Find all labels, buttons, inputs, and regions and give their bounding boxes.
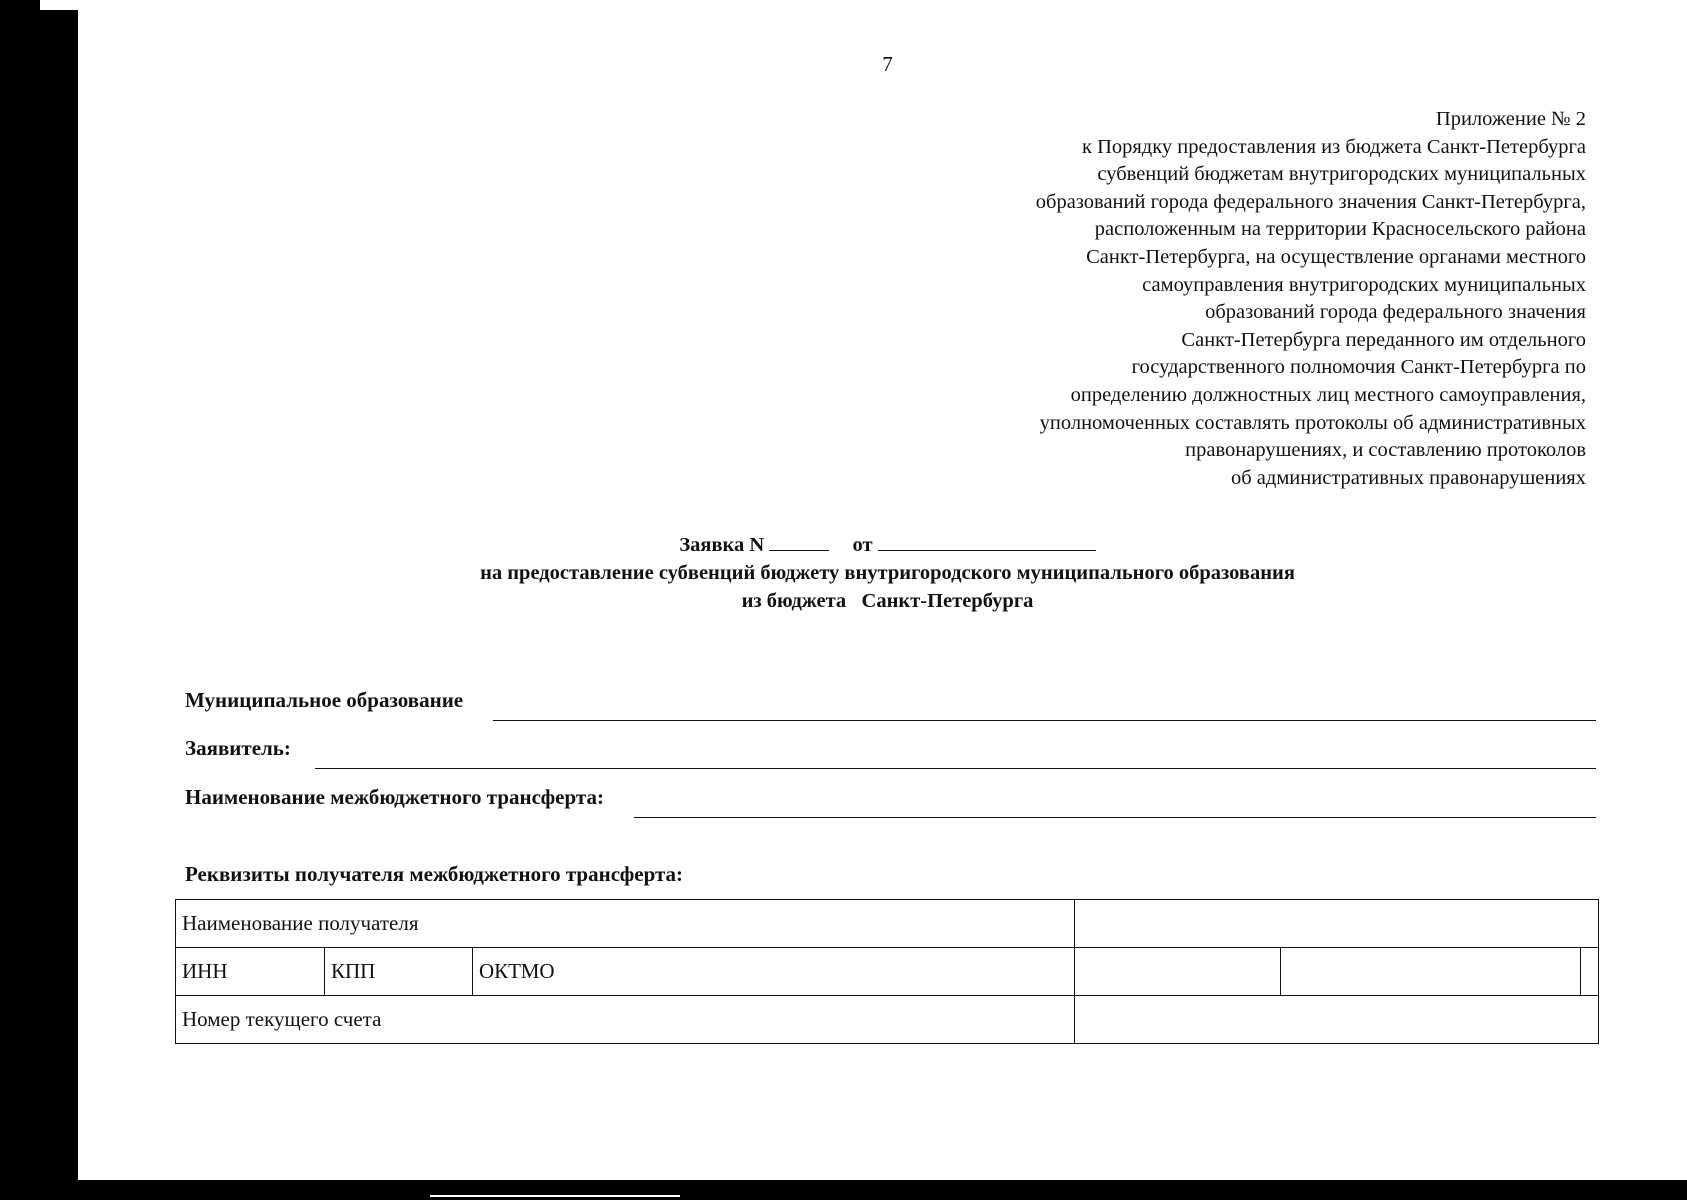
scan-artifact-line bbox=[430, 1195, 680, 1197]
appendix-line: государственного полномочия Санкт-Петербурга по bbox=[1131, 356, 1586, 379]
table-row bbox=[176, 900, 1599, 948]
title-line-2: на предоставление субвенций бюджету внутригородского муниципального образования bbox=[480, 562, 1295, 584]
appendix-line: Приложение № 2 bbox=[1435, 108, 1586, 130]
title-line-3: из бюджета Санкт-Петербурга bbox=[741, 590, 1034, 612]
kpp-value-cell[interactable] bbox=[1281, 948, 1581, 996]
oktmo-label-cell: ОКТМО bbox=[473, 948, 1075, 996]
inn-value-cell[interactable] bbox=[1075, 948, 1281, 996]
inn-label-cell: ИНН bbox=[176, 948, 325, 996]
transfer-name-blank-line[interactable] bbox=[634, 817, 1596, 818]
municipality-label: Муниципальное образование bbox=[185, 688, 464, 712]
recipient-name-label-cell: Наименование получателя bbox=[176, 900, 1075, 948]
application-number-blank[interactable] bbox=[769, 530, 829, 551]
requisites-table bbox=[175, 899, 1599, 1044]
account-label-cell: Номер текущего счета bbox=[176, 996, 1075, 1044]
appendix-line: образований города федерального значения Санкт-Петербурга, bbox=[1035, 190, 1586, 213]
kpp-label-cell: КПП bbox=[325, 948, 473, 996]
appendix-line: Санкт-Петербурга переданного им отдельного bbox=[1181, 328, 1586, 351]
appendix-line: к Порядку предоставления из бюджета Санкт-Петербурга bbox=[1081, 135, 1586, 158]
appendix-line: уполномоченных составлять протоколы об административных bbox=[1039, 411, 1586, 434]
application-date-blank[interactable] bbox=[878, 530, 1096, 551]
municipality-field bbox=[185, 688, 1596, 713]
applicant-blank-line[interactable] bbox=[315, 768, 1596, 769]
appendix-line: Санкт-Петербурга, на осуществление органами местного bbox=[1086, 245, 1586, 268]
appendix-line: расположенным на территории Красносельского района bbox=[1094, 218, 1586, 241]
appendix-line: образований города федерального значения bbox=[1205, 301, 1586, 324]
title-from: от bbox=[852, 534, 873, 556]
requisites-heading: Реквизиты получателя межбюджетного трансферта: bbox=[185, 862, 684, 886]
title-prefix: Заявка N bbox=[679, 534, 765, 556]
municipality-blank-line[interactable] bbox=[493, 720, 1596, 721]
appendix-line: определению должностных лиц местного самоуправления, bbox=[1070, 383, 1586, 406]
transfer-name-field bbox=[185, 785, 1596, 810]
title-line-1 bbox=[0, 530, 1687, 559]
recipient-name-value-cell[interactable] bbox=[1075, 900, 1599, 948]
appendix-line: субвенций бюджетам внутригородских муниципальных bbox=[1097, 163, 1586, 186]
table-row bbox=[176, 996, 1599, 1044]
applicant-label: Заявитель: bbox=[185, 736, 291, 760]
application-title bbox=[0, 530, 1687, 615]
transfer-name-label: Наименование межбюджетного трансферта: bbox=[185, 785, 604, 809]
scan-artifact-bottom-edge bbox=[58, 1180, 1687, 1200]
applicant-field bbox=[185, 736, 1596, 761]
appendix-line: самоуправления внутригородских муниципальных bbox=[1142, 273, 1586, 296]
account-value-cell[interactable] bbox=[1075, 996, 1599, 1044]
appendix-line: правонарушениях, и составлению протоколов bbox=[1185, 439, 1586, 462]
table-row bbox=[176, 948, 1599, 996]
appendix-header bbox=[826, 106, 1586, 492]
oktmo-value-cell[interactable] bbox=[1581, 948, 1599, 996]
appendix-line: об административных правонарушениях bbox=[1231, 466, 1586, 489]
page-number: 7 bbox=[882, 52, 893, 76]
